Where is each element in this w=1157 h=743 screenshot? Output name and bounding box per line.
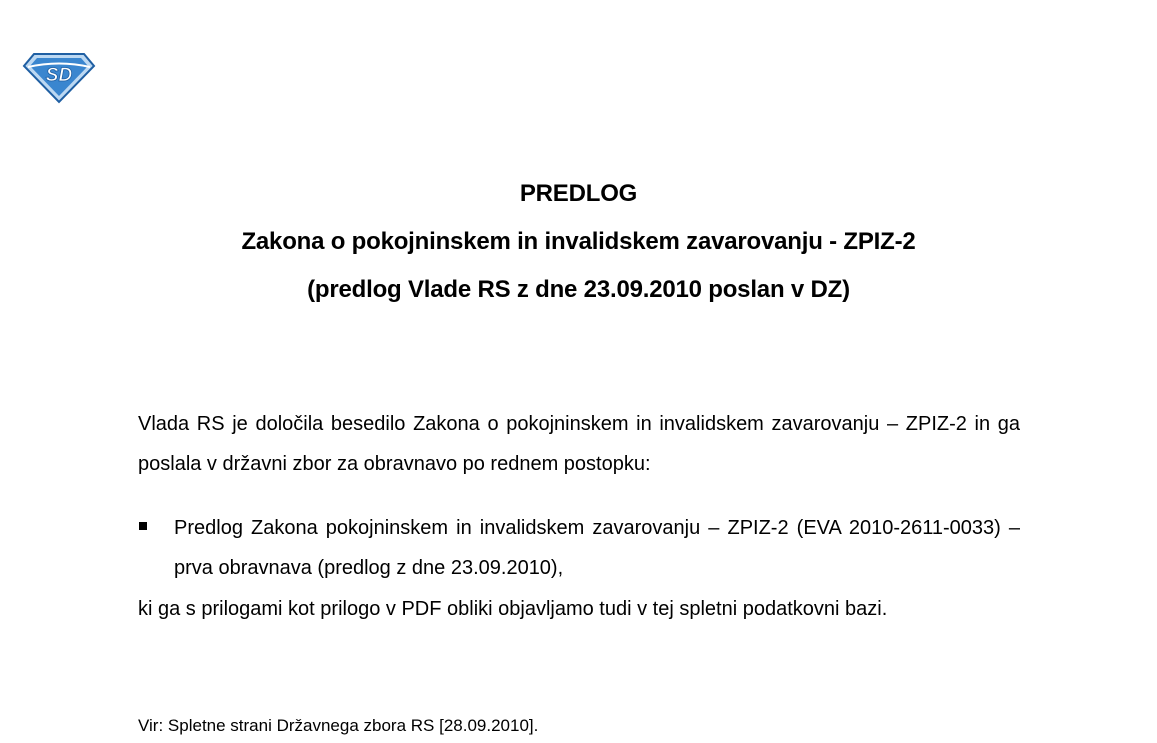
title-line-3: (predlog Vlade RS z dne 23.09.2010 poslan v DZ) <box>307 276 850 303</box>
list-item <box>138 508 1020 588</box>
closing-paragraph: ki ga s prilogami kot prilogo v PDF obliki objavljamo tudi v tej spletni podatkovni bazi. <box>138 598 888 620</box>
title-line-1: PREDLOG <box>519 180 638 207</box>
logo <box>22 50 96 104</box>
shield-logo-icon <box>22 50 96 104</box>
logo-lettering: SD <box>45 65 73 86</box>
source-note: Vir: Spletne strani Državnega zbora RS [28.09.2010]. <box>138 716 539 735</box>
title-line-2: Zakona o pokojninskem in invalidskem zavarovanju - ZPIZ-2 <box>241 228 916 255</box>
bullet-list <box>138 508 1020 588</box>
intro-paragraph: Vlada RS je določila besedilo Zakona o pokojninskem in invalidskem zavarovanju – ZPIZ-2 in ga poslala v državni zbor za obravnavo po rednem postopku: <box>138 413 1020 475</box>
document-title <box>0 178 1157 322</box>
square-bullet-icon <box>139 522 147 530</box>
list-item-text: Predlog Zakona pokojninskem in invalidskem zavarovanju – ZPIZ-2 (EVA 2010-2611-0033) – prva obravnava (predlog z dne 23.09.2010), <box>174 517 1020 579</box>
